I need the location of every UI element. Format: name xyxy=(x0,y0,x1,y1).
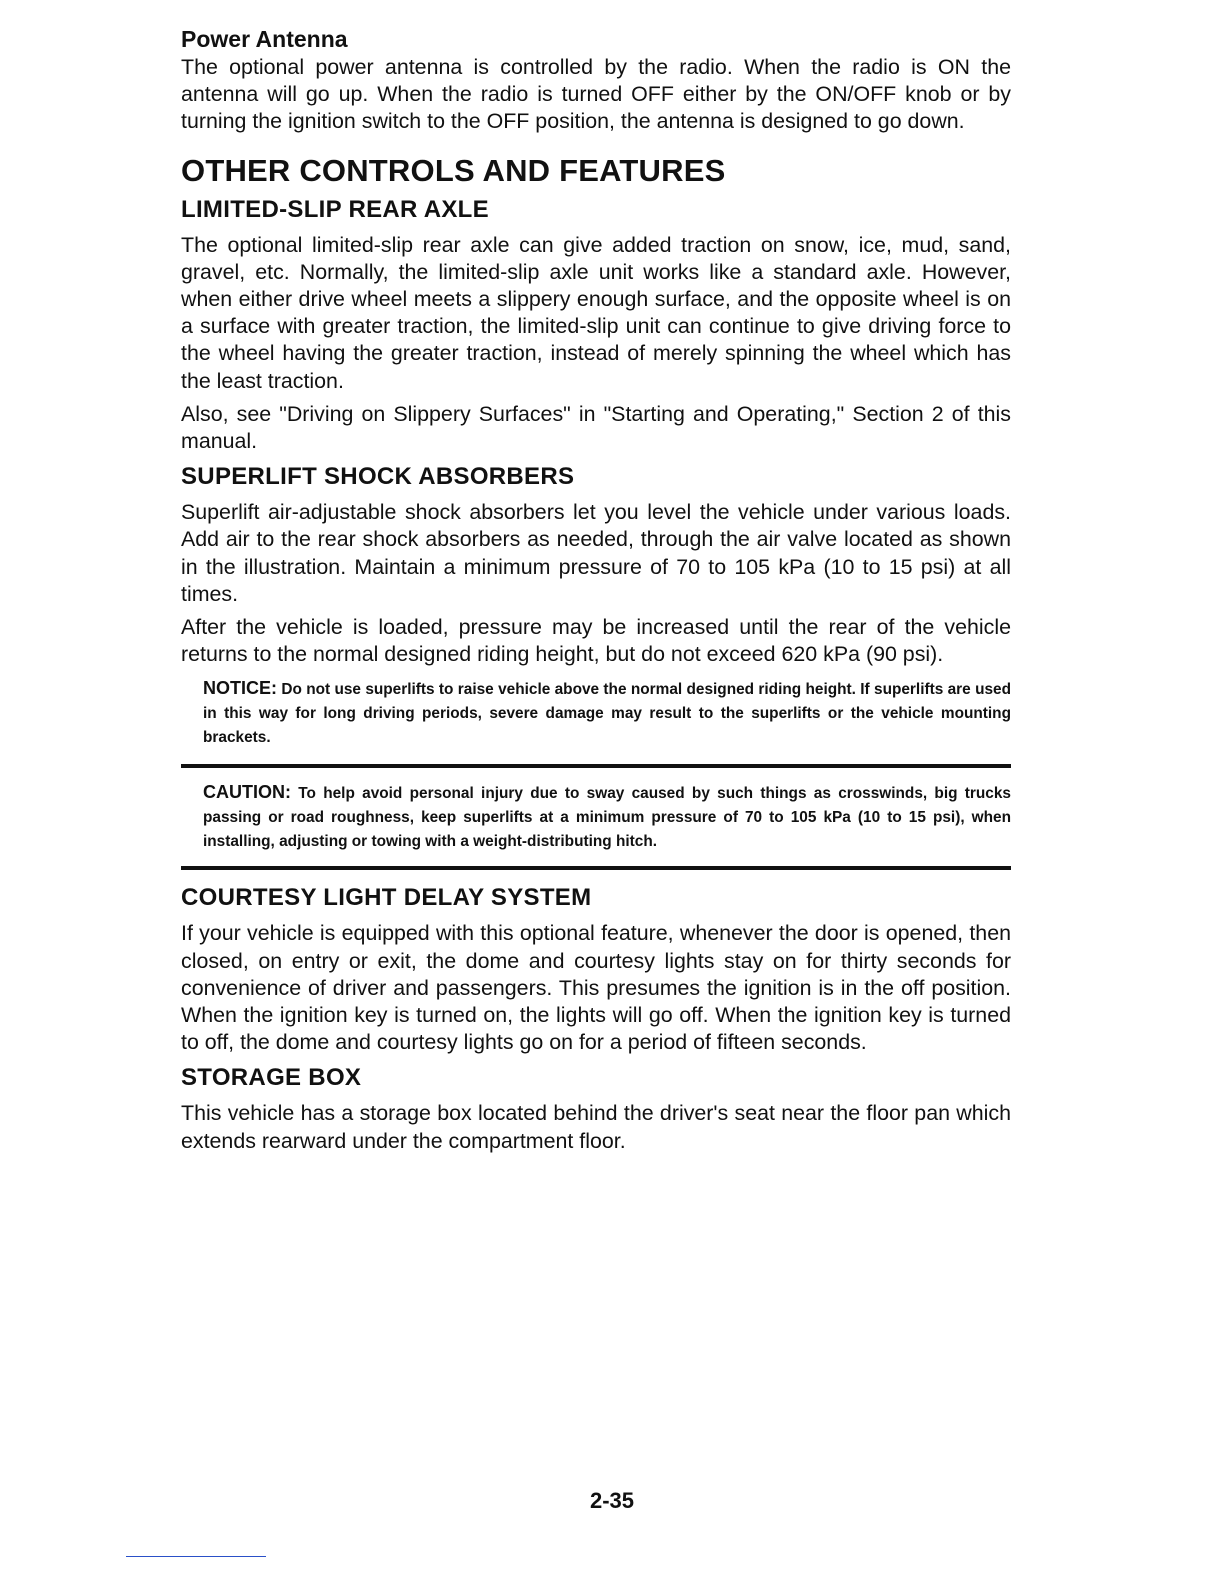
courtesy-text: If your vehicle is equipped with this optional feature, whenever the door is opened, then closed, on entry or exit, the dome and courtesy lights stay on for thirty seconds for convenience of driver and passengers. This presumes the ignition is in the off position. When the ignition key is turned on, the lights will go off. When the ignition key is turned to off, the dome and courtesy lights go on for a period of fifteen seconds. xyxy=(181,921,1011,1055)
notice-text: Do not use superlifts to raise vehicle above the normal designed riding height. If superlifts are used in this way for long driving periods, severe damage may result to the superlifts or the vehicle mounting brackets. xyxy=(203,681,1011,747)
superlift-heading: SUPERLIFT SHOCK ABSORBERS xyxy=(181,463,575,491)
caution-label: CAUTION: xyxy=(203,782,291,803)
caution-text: To help avoid personal injury due to sway caused by such things as crosswinds, big trucks passing or road roughness, keep superlifts at a minimum pressure of 70 to 105 kPa (10 to 15 psi), when installing, adjusting or towing with a weight-distributing hitch. xyxy=(203,785,1011,851)
storage-text: This vehicle has a storage box located behind the driver's seat near the floor pan which extends rearward under the compartment floor. xyxy=(181,1101,1011,1153)
notice-block xyxy=(203,676,1011,750)
footnote-divider xyxy=(126,1556,266,1557)
caution-box xyxy=(181,764,1011,870)
limited-slip-paragraph-1: The optional limited-slip rear axle can give added traction on snow, ice, mud, sand, gravel, etc. Normally, the limited-slip axle unit works like a standard axle. However, when either drive wheel meets a slippery enough surface, and the opposite wheel is on a surface with greater traction, the limited-slip unit can continue to give driving force to the wheel having the greater traction, instead of merely spinning the wheel which has the least traction. xyxy=(181,232,1011,393)
limited-slip-heading: LIMITED-SLIP REAR AXLE xyxy=(181,195,489,223)
power-antenna-heading: Power Antenna xyxy=(181,26,348,52)
manual-page xyxy=(181,24,1011,1161)
storage-heading: STORAGE BOX xyxy=(181,1064,362,1092)
page-number: 2-35 xyxy=(589,1488,635,1513)
courtesy-heading: COURTESY LIGHT DELAY SYSTEM xyxy=(181,884,592,912)
section-title: OTHER CONTROLS AND FEATURES xyxy=(181,152,726,188)
limited-slip-paragraph-2: Also, see "Driving on Slippery Surfaces" in "Starting and Operating," Section 2 of this manual. xyxy=(181,401,1011,454)
caution-block xyxy=(203,780,1011,854)
power-antenna-text: The optional power antenna is controlled by the radio. When the radio is ON the antenna will go up. When the radio is turned OFF either by the ON/OFF knob or by turning the ignition switch to the OFF position, the antenna is designed to go down. xyxy=(181,55,1011,134)
superlift-paragraph-2: After the vehicle is loaded, pressure may be increased until the rear of the vehicle returns to the normal designed riding height, but do not exceed 620 kPa (90 psi). xyxy=(181,615,1011,667)
superlift-paragraph-1: Superlift air-adjustable shock absorbers let you level the vehicle under various loads. Add air to the rear shock absorbers as needed, through the air valve located as shown in the illustration. Maintain a minimum pressure of 70 to 105 kPa (10 to 15 psi) at all times. xyxy=(181,500,1011,606)
notice-label: NOTICE: xyxy=(203,678,277,699)
